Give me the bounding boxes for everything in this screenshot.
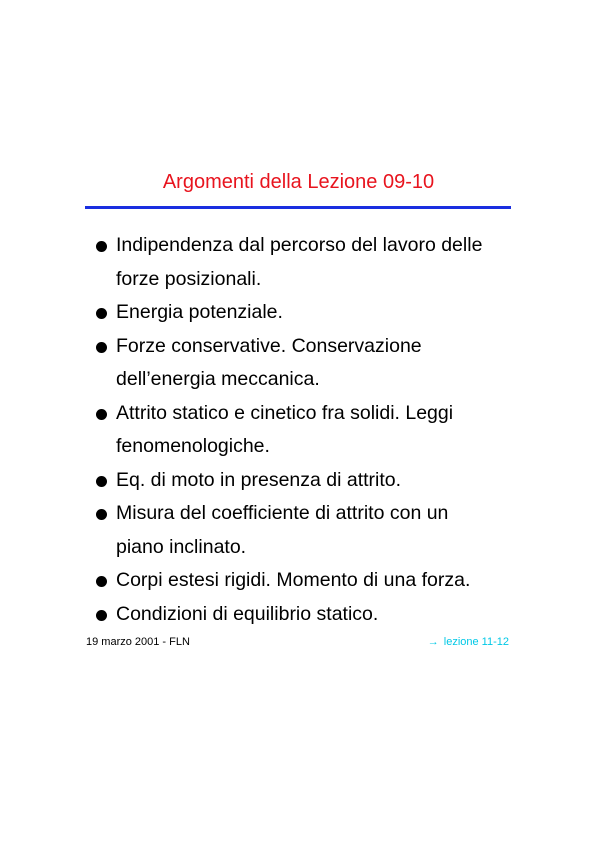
topic-line: fenomenologiche. [116, 435, 270, 457]
topic-line: Attrito statico e cinetico fra solidi. Leggi [116, 401, 454, 424]
topic-line: dell’energia meccanica. [116, 368, 320, 390]
arrow-right-icon: → [427, 636, 439, 648]
topic-item [94, 397, 514, 464]
title-divider [85, 206, 511, 209]
topic-item [94, 296, 514, 330]
topic-item [94, 598, 514, 632]
topic-item [94, 464, 514, 498]
topic-item [94, 497, 514, 564]
topic-line: forze posizionali. [116, 267, 262, 290]
bullet-dot-icon [96, 576, 107, 587]
topic-line: piano inclinato. [116, 535, 247, 558]
topic-line: Forze conservative. Conservazione [116, 334, 422, 357]
topic-list [94, 229, 514, 631]
bullet-dot-icon [96, 241, 107, 252]
topic-line: Corpi estesi rigidi. Momento di una forza. [116, 569, 471, 591]
topic-item [94, 564, 514, 598]
topic-item [94, 330, 514, 397]
bullet-dot-icon [96, 409, 107, 420]
topic-line: Energia potenziale. [116, 301, 283, 323]
bullet-dot-icon [96, 476, 107, 487]
bullet-dot-icon [96, 308, 107, 319]
topic-line: Indipendenza dal percorso del lavoro delle [116, 234, 483, 256]
topic-line: Condizioni di equilibrio statico. [116, 602, 379, 625]
bullet-dot-icon [96, 509, 107, 520]
footer-date: 19 marzo 2001 - FLN [86, 636, 190, 648]
next-lesson-label: lezione 11-12 [443, 636, 509, 648]
bullet-dot-icon [96, 610, 107, 621]
topic-item [94, 229, 514, 296]
next-lesson-link[interactable] [428, 635, 509, 649]
bullet-dot-icon [96, 342, 107, 353]
topic-line: Eq. di moto in presenza di attrito. [116, 468, 402, 491]
page-title: Argomenti della Lezione 09-10 [162, 171, 435, 193]
topic-line: Misura del coefficiente di attrito con un [116, 502, 449, 524]
